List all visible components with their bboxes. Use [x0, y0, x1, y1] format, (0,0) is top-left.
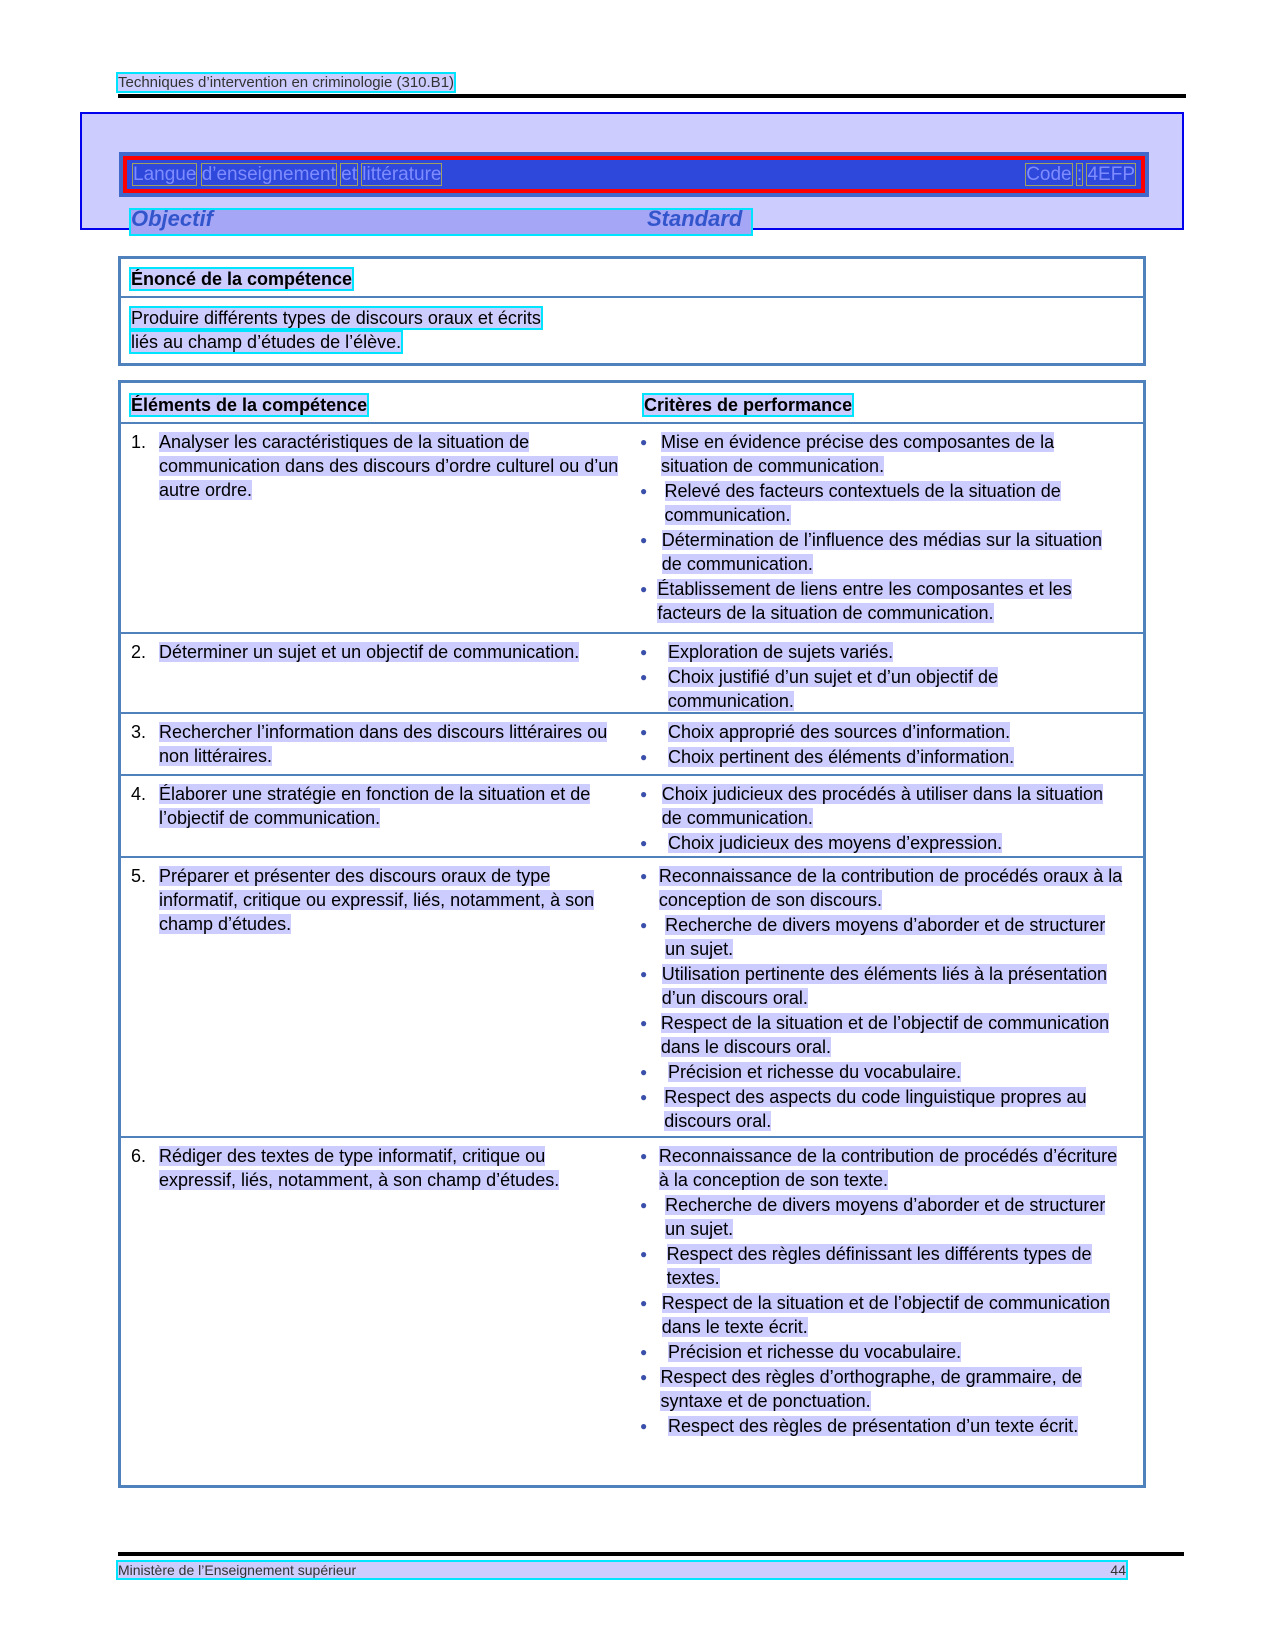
page-number: 44: [1110, 1562, 1126, 1578]
col-elements: Éléments de la compétence: [131, 395, 368, 415]
criterion-text: Choix judicieux des procédés à utiliser dans la situation de communication.: [661, 784, 1104, 828]
element-cell: [121, 720, 636, 766]
criterion-item: [636, 1011, 1126, 1059]
bullet-icon: ●: [640, 725, 648, 739]
element-number: 5.: [131, 866, 147, 886]
enonce-text: [121, 298, 611, 362]
criteria-list: [636, 720, 1126, 766]
criterion-text: Respect des règles d’orthographe, de grammaire, de syntaxe et de ponctuation.: [660, 1367, 1082, 1411]
bullet-icon: ●: [640, 1198, 648, 1212]
bullet-icon: ●: [640, 1370, 648, 1384]
bullet-icon: ●: [640, 967, 648, 981]
element-cell: [121, 1144, 636, 1470]
title-word: littérature: [362, 163, 442, 185]
bullet-icon: ●: [640, 918, 648, 932]
standard-heading: Standard: [647, 206, 743, 231]
criterion-item: [636, 913, 1126, 961]
course-title-panel: [80, 112, 1184, 230]
criterion-item: [636, 1340, 1126, 1364]
bullet-icon: ●: [640, 1296, 648, 1310]
criteria-list: [636, 782, 1126, 853]
bullet-icon: ●: [640, 1090, 648, 1104]
table-row: [121, 858, 1143, 1138]
criterion-text: Respect des aspects du code linguistique propres au discours oral.: [664, 1087, 1087, 1131]
element-text: Rédiger des textes de type informatif, critique ou expressif, liés, notamment, à son champ d’études.: [159, 1146, 560, 1190]
criterion-text: Utilisation pertinente des éléments liés à la présentation d’un discours oral.: [661, 964, 1108, 1008]
element-text: Rechercher l’information dans des discours littéraires ou non littéraires.: [159, 722, 608, 766]
code-label: Code: [1026, 163, 1072, 185]
running-header: [118, 74, 1186, 98]
criterion-text: Respect des règles de présentation d’un texte écrit.: [668, 1416, 1079, 1436]
criterion-text: Mise en évidence précise des composantes de la situation de communication.: [660, 432, 1055, 476]
bullet-icon: ●: [640, 582, 648, 596]
criterion-item: [636, 1193, 1126, 1241]
bullet-icon: ●: [640, 1345, 648, 1359]
bullet-icon: ●: [640, 1065, 648, 1079]
criterion-item: [636, 831, 1126, 855]
element-number: 3.: [131, 722, 147, 742]
bullet-icon: ●: [640, 1016, 648, 1030]
course-title-bar: [119, 152, 1149, 197]
criterion-text: Détermination de l’influence des médias sur la situation de communication.: [661, 530, 1103, 574]
element-cell: [121, 782, 636, 848]
bullet-icon: ●: [640, 484, 648, 498]
criterion-text: Recherche de divers moyens d’aborder et de structurer un sujet.: [665, 1195, 1106, 1239]
criterion-item: [636, 962, 1126, 1010]
code-separator: :: [1076, 163, 1083, 185]
elements-table: [118, 380, 1146, 1488]
table-row: [121, 1138, 1143, 1478]
table-row: [121, 714, 1143, 776]
bullet-icon: ●: [640, 1149, 648, 1163]
table-row: [121, 776, 1143, 858]
criterion-item: [636, 1414, 1126, 1438]
element-cell: [121, 864, 636, 1128]
element-number: 6.: [131, 1146, 147, 1166]
element-number: 2.: [131, 642, 147, 662]
criterion-item: [636, 1242, 1126, 1290]
element-text: Déterminer un sujet et un objectif de communication.: [159, 642, 580, 662]
criterion-item: [636, 577, 1126, 625]
title-word: Langue: [133, 163, 197, 185]
criterion-item: [636, 864, 1126, 912]
criterion-item: [636, 640, 1126, 664]
element-cell: [121, 640, 636, 704]
criterion-item: [636, 665, 1126, 713]
title-word: d’enseignement: [201, 163, 336, 185]
criterion-text: Précision et richesse du vocabulaire.: [668, 1062, 962, 1082]
element-text: Préparer et présenter des discours oraux de type informatif, critique ou expressif, liés, notamment, à son champ d’études.: [159, 866, 595, 934]
course-code: [1026, 164, 1135, 186]
course-title: [133, 164, 441, 186]
criterion-item: [636, 430, 1126, 478]
enonce-box: [118, 256, 1146, 366]
objectif-heading: Objectif: [131, 206, 213, 231]
criterion-item: [636, 720, 1126, 744]
element-cell: [121, 430, 636, 624]
bullet-icon: ●: [640, 645, 648, 659]
running-footer: [118, 1552, 1184, 1578]
criterion-text: Choix approprié des sources d’information.: [668, 722, 1011, 742]
criterion-item: [636, 1365, 1126, 1413]
bullet-icon: ●: [640, 750, 648, 764]
criterion-item: [636, 1085, 1126, 1133]
criterion-text: Établissement de liens entre les composantes et les facteurs de la situation de communication.: [657, 579, 1072, 623]
bullet-icon: ●: [640, 670, 648, 684]
bullet-icon: ●: [640, 869, 648, 883]
criterion-item: [636, 1060, 1126, 1084]
criterion-text: Relevé des facteurs contextuels de la situation de communication.: [664, 481, 1061, 525]
criterion-text: Exploration de sujets variés.: [668, 642, 894, 662]
table-row: [121, 634, 1143, 714]
title-word: et: [341, 163, 357, 185]
criteria-list: [636, 640, 1126, 711]
criterion-item: [636, 745, 1126, 769]
criterion-item: [636, 479, 1126, 527]
element-number: 4.: [131, 784, 147, 804]
enonce-heading: [121, 259, 1143, 298]
program-title: Techniques d’intervention en criminologie (310.B1): [118, 74, 455, 91]
criterion-item: [636, 1144, 1126, 1192]
bullet-icon: ●: [640, 1419, 648, 1433]
criterion-text: Précision et richesse du vocabulaire.: [668, 1342, 962, 1362]
criterion-text: Choix pertinent des éléments d’information.: [668, 747, 1015, 767]
bullet-icon: ●: [640, 435, 648, 449]
criterion-text: Respect de la situation et de l’objectif de communication dans le texte écrit.: [661, 1293, 1110, 1337]
col-criteres: Critères de performance: [644, 395, 853, 415]
table-body: [121, 424, 1143, 1478]
criterion-text: Respect de la situation et de l’objectif de communication dans le discours oral.: [660, 1013, 1110, 1057]
bullet-icon: ●: [640, 1247, 648, 1261]
criterion-item: [636, 528, 1126, 576]
criterion-item: [636, 1291, 1126, 1339]
criterion-text: Recherche de divers moyens d’aborder et de structurer un sujet.: [665, 915, 1106, 959]
bullet-icon: ●: [640, 787, 648, 801]
element-text: Élaborer une stratégie en fonction de la situation et de l’objectif de communication.: [159, 784, 591, 828]
criteria-list: [636, 430, 1126, 624]
element-text: Analyser les caractéristiques de la situation de communication dans des discours d’ordre culturel ou d’un autre ordre.: [159, 432, 619, 500]
bullet-icon: ●: [640, 836, 648, 850]
ministry-name: Ministère de l’Enseignement supérieur: [118, 1562, 357, 1578]
enonce-heading-text: Énoncé de la compétence: [131, 269, 353, 289]
criteria-list: [636, 1144, 1126, 1470]
criterion-text: Choix justifié d’un sujet et d’un objectif de communication.: [667, 667, 999, 711]
code-value: 4EFP: [1087, 163, 1135, 185]
criteria-list: [636, 864, 1126, 1131]
table-row: [121, 424, 1143, 634]
criterion-item: [636, 782, 1126, 830]
criterion-text: Reconnaissance de la contribution de procédés d’écriture à la conception de son texte.: [658, 1146, 1118, 1190]
criterion-text: Respect des règles définissant les différents types de textes.: [666, 1244, 1092, 1288]
enonce-line: liés au champ d’études de l’élève.: [131, 332, 402, 352]
bullet-icon: ●: [640, 533, 648, 547]
enonce-line: Produire différents types de discours oraux et écrits: [131, 308, 541, 328]
element-number: 1.: [131, 432, 147, 452]
criterion-text: Reconnaissance de la contribution de procédés oraux à la conception de son discours.: [658, 866, 1123, 910]
objectif-standard-row: [131, 206, 751, 234]
criterion-text: Choix judicieux des moyens d’expression.: [668, 833, 1003, 853]
table-header-row: [121, 383, 1143, 424]
